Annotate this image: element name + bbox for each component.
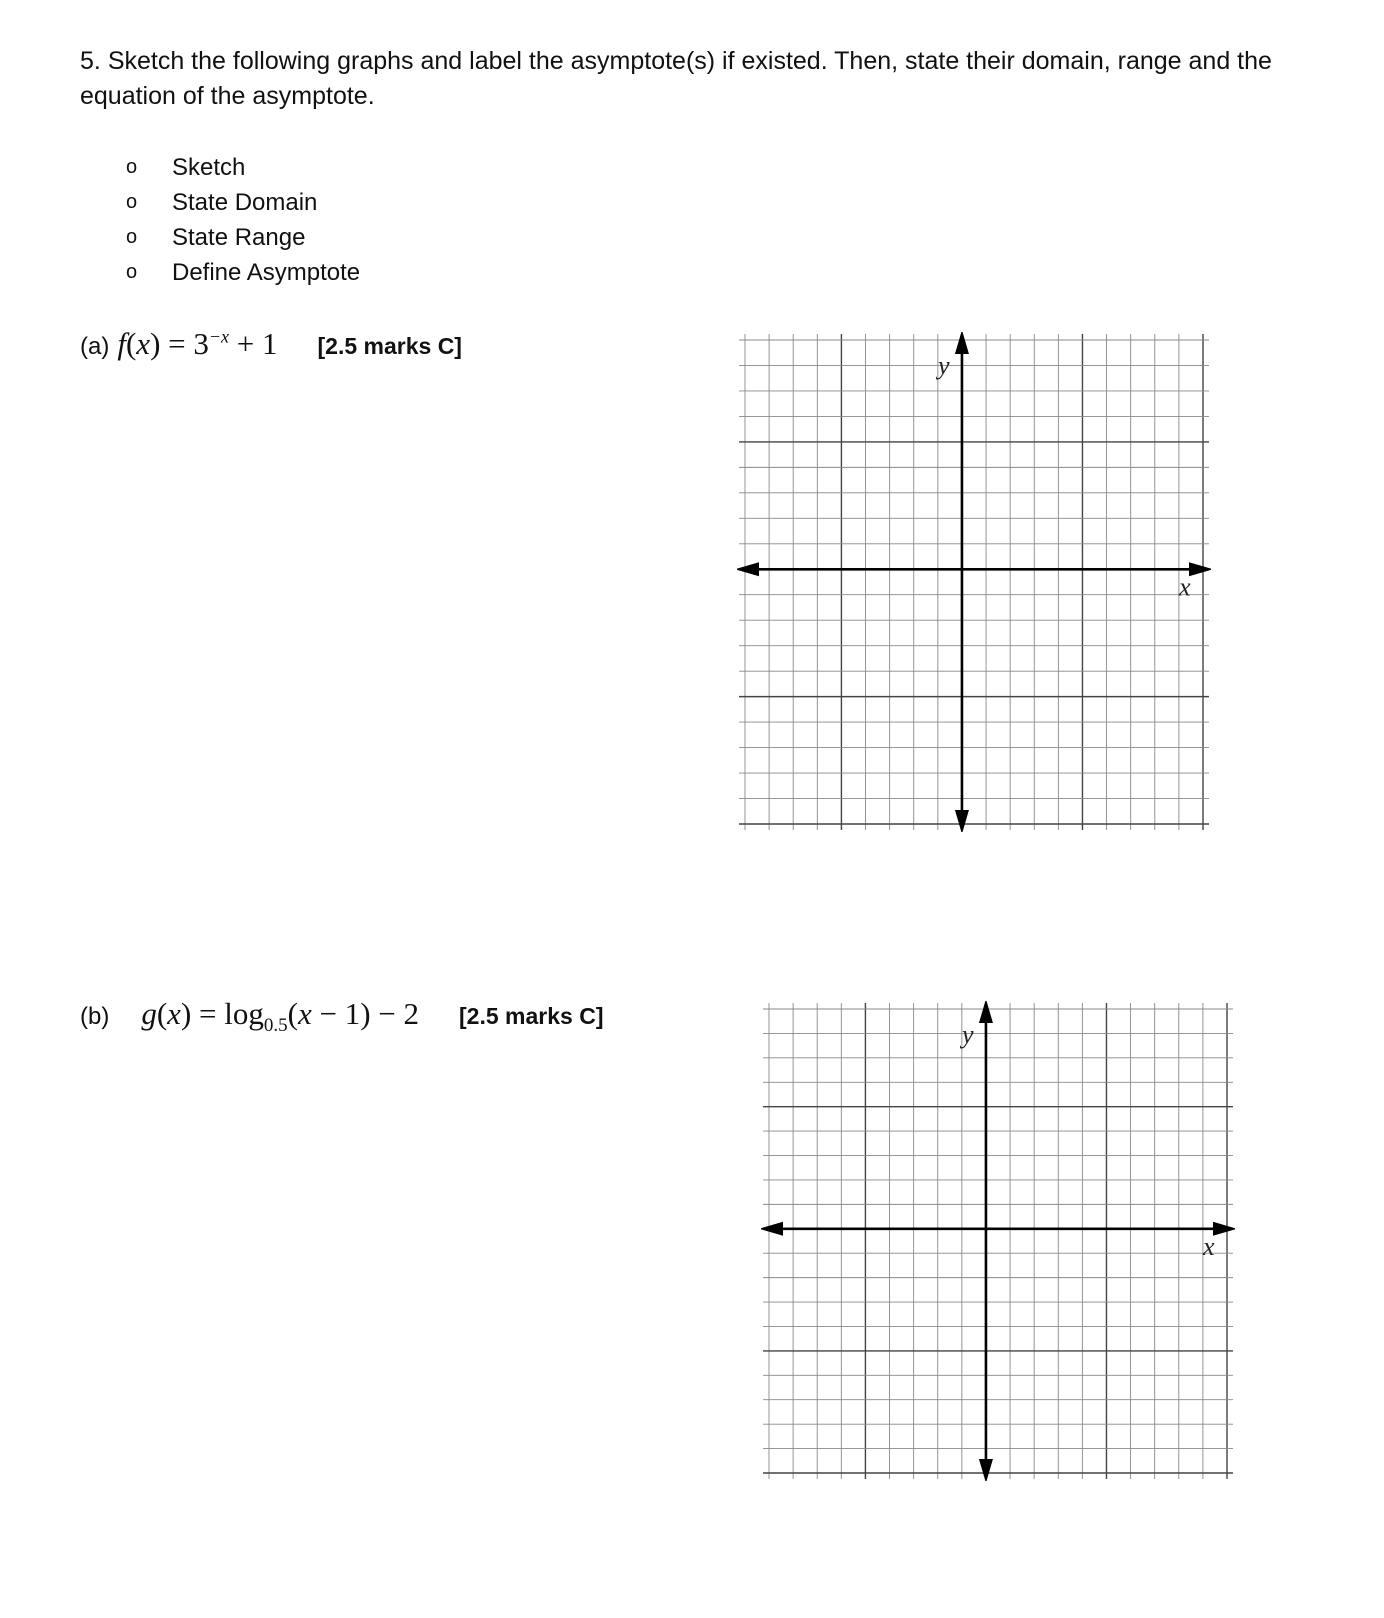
- y-axis-top-arrow: [955, 332, 969, 354]
- part-a-label: (a): [80, 333, 110, 360]
- paren-close: ): [150, 326, 161, 361]
- y-axis-label: y: [961, 1020, 974, 1049]
- equals-sign: =: [199, 996, 217, 1031]
- x-axis-label: x: [1203, 1231, 1215, 1261]
- question-number: 5.: [80, 47, 101, 75]
- exponent: −x: [208, 326, 230, 347]
- equation-tail: + 1: [236, 326, 278, 361]
- part-b-marks: [2.5 marks C]: [459, 1003, 604, 1029]
- y-axis-bottom-arrow: [979, 1459, 993, 1481]
- task-checklist: [120, 150, 360, 290]
- bullet-marker: o: [126, 156, 138, 178]
- paren-open: (: [125, 326, 137, 361]
- question-text: Sketch the following graphs and label the asymptote(s) if existed. Then, state their domain, range and the equation of the asymptote.: [80, 47, 1272, 110]
- checklist-label: State Domain: [172, 189, 318, 216]
- y-axis-bottom-arrow: [955, 810, 969, 832]
- bullet-marker: o: [126, 261, 138, 283]
- part-b-heading: [80, 996, 603, 1037]
- y-axis-top-arrow: [979, 1001, 993, 1023]
- x-axis-label: x: [1179, 572, 1191, 602]
- log-arg-open: (: [287, 996, 298, 1031]
- x-axis-left-arrow: [737, 562, 759, 576]
- checklist-item-domain: [120, 185, 360, 220]
- x-axis-right-arrow: [1213, 1222, 1235, 1236]
- log-arg-variable: x: [297, 996, 312, 1031]
- paren-open: (: [156, 996, 168, 1031]
- part-b-equation: [141, 996, 419, 1037]
- function-variable: x: [136, 326, 151, 361]
- log-keyword: log: [224, 996, 264, 1031]
- exponential-base: 3: [193, 326, 209, 361]
- part-a-marks: [2.5 marks C]: [317, 333, 462, 359]
- log-base: 0.5: [263, 1015, 288, 1037]
- bullet-marker: o: [126, 191, 138, 213]
- checklist-label: Sketch: [172, 154, 246, 181]
- function-name: g: [141, 996, 157, 1031]
- checklist-item-sketch: [120, 150, 360, 185]
- part-a-graph-grid: [737, 332, 1211, 832]
- paren-close: ): [180, 996, 192, 1031]
- checklist-label: Define Asymptote: [172, 259, 361, 286]
- part-a-equation: [117, 326, 277, 362]
- equals-sign: =: [168, 326, 186, 361]
- part-b-graph-grid: [761, 1001, 1235, 1481]
- function-name: f: [117, 326, 126, 361]
- x-axis-right-arrow: [1189, 562, 1211, 576]
- checklist-item-asymptote: [120, 255, 360, 290]
- checklist-item-range: [120, 220, 360, 255]
- equation-tail: − 2: [378, 996, 420, 1031]
- question-prompt: [80, 44, 1280, 114]
- part-a-heading: [80, 326, 462, 362]
- function-variable: x: [167, 996, 181, 1031]
- y-axis-label: y: [937, 351, 950, 380]
- checklist-label: State Range: [172, 224, 306, 251]
- log-arg-rest: − 1): [319, 996, 371, 1031]
- x-axis-left-arrow: [761, 1222, 783, 1236]
- part-b-label: (b): [80, 1003, 110, 1030]
- bullet-marker: o: [126, 226, 138, 248]
